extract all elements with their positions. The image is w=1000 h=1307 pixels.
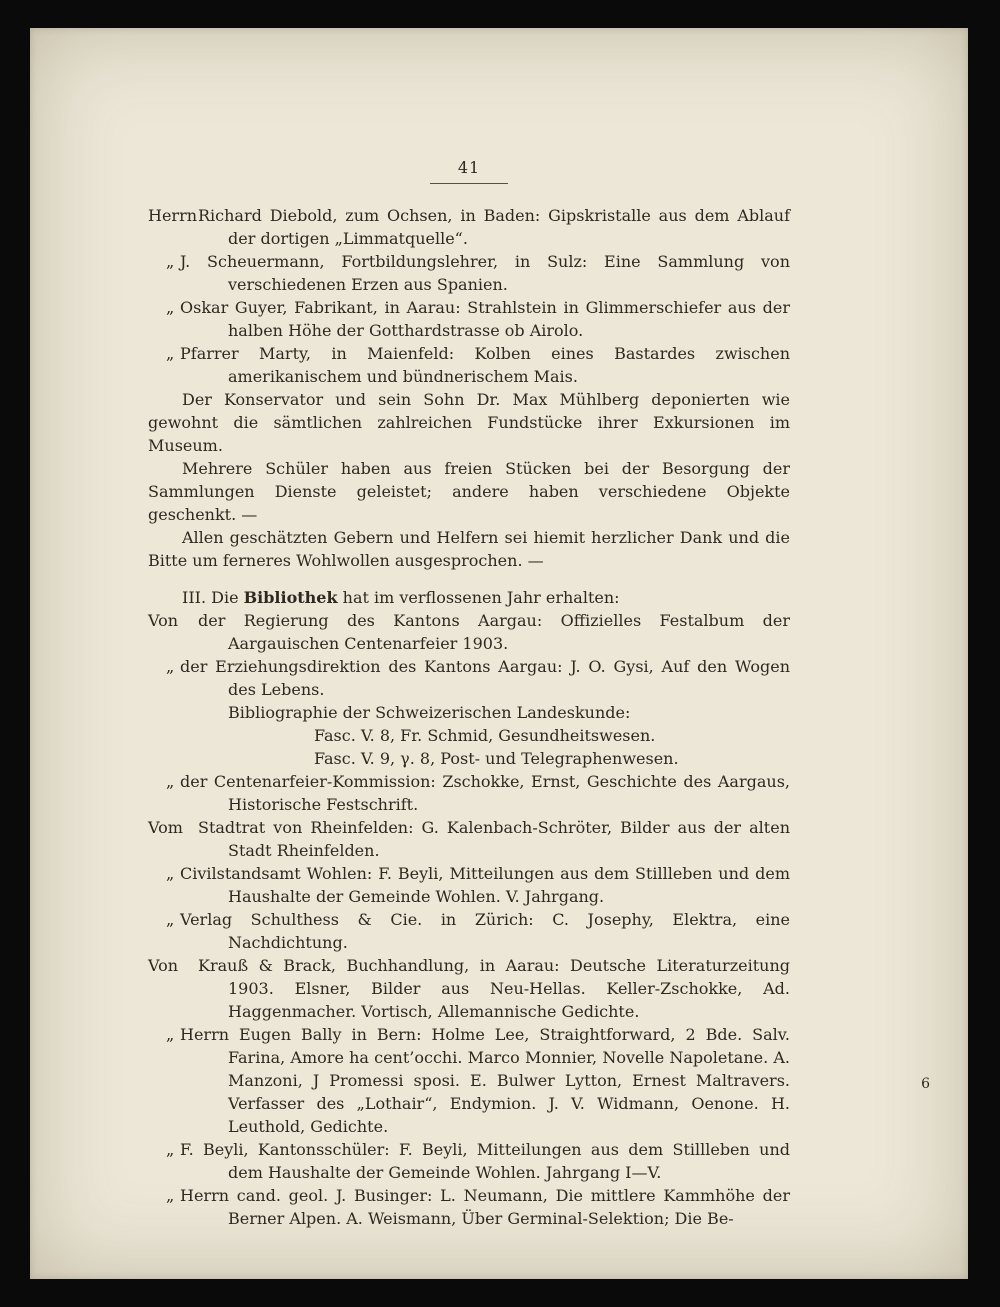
entry-text: Oskar Guyer, Fabrikant, in Aarau: Strahlstein in Glimmerschiefer aus der halben Höhe der Gotthardstrasse ob Airolo. — [180, 298, 790, 340]
library-entry — [148, 954, 790, 1023]
entry-marker: Vom — [148, 818, 183, 837]
donation-entry — [148, 342, 790, 388]
entry-marker: „ — [166, 1025, 175, 1044]
paragraph: Mehrere Schüler haben aus freien Stücken bei der Besorgung der Sammlungen Dienste geleistet; andere haben verschiedene Objekte geschenkt. — — [148, 459, 790, 524]
donation-entry — [148, 204, 790, 250]
entry-marker: „ — [166, 657, 175, 676]
bibliographie-title: Bibliographie der Schweizerischen Landeskunde: — [228, 703, 631, 722]
book-page — [30, 28, 968, 1279]
entry-text: Stadtrat von Rheinfelden: G. Kalenbach-Schröter, Bilder aus der alten Stadt Rheinfelden. — [198, 818, 790, 860]
entry-marker: „ — [166, 344, 175, 363]
entry-text: Civilstandsamt Wohlen: F. Beyli, Mitteilungen aus dem Stillleben und dem Haushalte der Gemeinde Wohlen. V. Jahrgang. — [180, 864, 790, 906]
entry-text: Herrn cand. geol. J. Businger: L. Neumann, Die mittlere Kammhöhe der Berner Alpen. A. Weismann, Über Germinal-Selektion; Die Be- — [180, 1186, 790, 1228]
entry-marker: „ — [166, 298, 175, 317]
section-heading — [148, 586, 790, 609]
page-number-rule — [430, 183, 508, 184]
heading-suffix: hat im verflossenen Jahr erhalten: — [337, 588, 620, 607]
heading-emphasis: Bibliothek — [243, 588, 338, 607]
entry-text: Pfarrer Marty, in Maienfeld: Kolben eines Bastardes zwischen amerikanischem und bündnerischem Mais. — [180, 344, 790, 386]
library-entry — [148, 655, 790, 701]
library-entry — [148, 609, 790, 655]
entry-text: Krauß & Brack, Buchhandlung, in Aarau: Deutsche Literaturzeitung 1903. Elsner, Bilder aus Neu-Hellas. Keller-Zschokke, Ad. Haggenmacher. Vortisch, Allemannische Gedichte. — [198, 956, 790, 1021]
entry-text: Verlag Schulthess & Cie. in Zürich: C. Josephy, Elektra, eine Nachdichtung. — [180, 910, 790, 952]
entry-text: der Erziehungsdirektion des Kantons Aargau: J. O. Gysi, Auf den Wogen des Lebens. — [180, 657, 790, 699]
paragraph: Der Konservator und sein Sohn Dr. Max Mühlberg deponierten wie gewohnt die sämtlichen zahlreichen Fundstücke ihrer Exkursionen im Museum. — [148, 390, 790, 455]
sheet-signature-number: 6 — [921, 1076, 930, 1092]
bibliographie-item: Fasc. V. 9, γ. 8, Post- und Telegraphenwesen. — [314, 749, 679, 768]
library-entry — [148, 770, 790, 816]
entry-text: F. Beyli, Kantonsschüler: F. Beyli, Mitteilungen aus dem Stillleben und dem Haushalte der Gemeinde Wohlen. Jahrgang I—V. — [180, 1140, 790, 1182]
entry-marker: „ — [166, 910, 175, 929]
entry-text: der Regierung des Kantons Aargau: Offizielles Festalbum der Aargauischen Centenarfeier 1903. — [198, 611, 790, 653]
page-header — [148, 156, 790, 184]
entry-marker: „ — [166, 772, 175, 791]
donation-entry — [148, 296, 790, 342]
library-entry — [148, 1138, 790, 1184]
heading-prefix: III. Die — [182, 588, 244, 607]
library-entry — [148, 1023, 790, 1138]
library-entry — [148, 1184, 790, 1230]
entry-text: Herrn Eugen Bally in Bern: Holme Lee, Straightforward, 2 Bde. Salv. Farina, Amore ha cent’occhi. Marco Monnier, Novelle Napoletane. A. Manzoni, J Promessi sposi. E. Bulwer Lytton, Ernest Maltravers. Verfasser des „Lothair“, Endymion. J. V. Widmann, Oenone. H. Leuthold, Gedichte. — [180, 1025, 790, 1136]
entry-text: Richard Diebold, zum Ochsen, in Baden: Gipskristalle aus dem Ablauf der dortigen „Limmatquelle“. — [198, 206, 790, 248]
entry-text: der Centenarfeier-Kommission: Zschokke, Ernst, Geschichte des Aargaus, Historische Festschrift. — [180, 772, 790, 814]
entry-marker: Von — [148, 611, 179, 630]
library-entry — [148, 908, 790, 954]
page-content — [148, 156, 790, 1230]
entry-text: J. Scheuermann, Fortbildungslehrer, in Sulz: Eine Sammlung von verschiedenen Erzen aus Spanien. — [180, 252, 790, 294]
entry-marker: „ — [166, 252, 175, 271]
entry-marker: Herrn — [148, 206, 198, 225]
entry-marker: „ — [166, 864, 175, 883]
page-number: 41 — [457, 158, 481, 177]
entry-marker: „ — [166, 1186, 175, 1205]
entry-marker: „ — [166, 1140, 175, 1159]
entry-marker: Von — [148, 956, 179, 975]
library-entry — [148, 816, 790, 862]
donation-entry — [148, 250, 790, 296]
paragraph: Allen geschätzten Gebern und Helfern sei hiemit herzlicher Dank und die Bitte um ferneres Wohlwollen ausgesprochen. — — [148, 528, 790, 570]
library-entry — [148, 862, 790, 908]
bibliographie-item: Fasc. V. 8, Fr. Schmid, Gesundheitswesen. — [314, 726, 656, 745]
